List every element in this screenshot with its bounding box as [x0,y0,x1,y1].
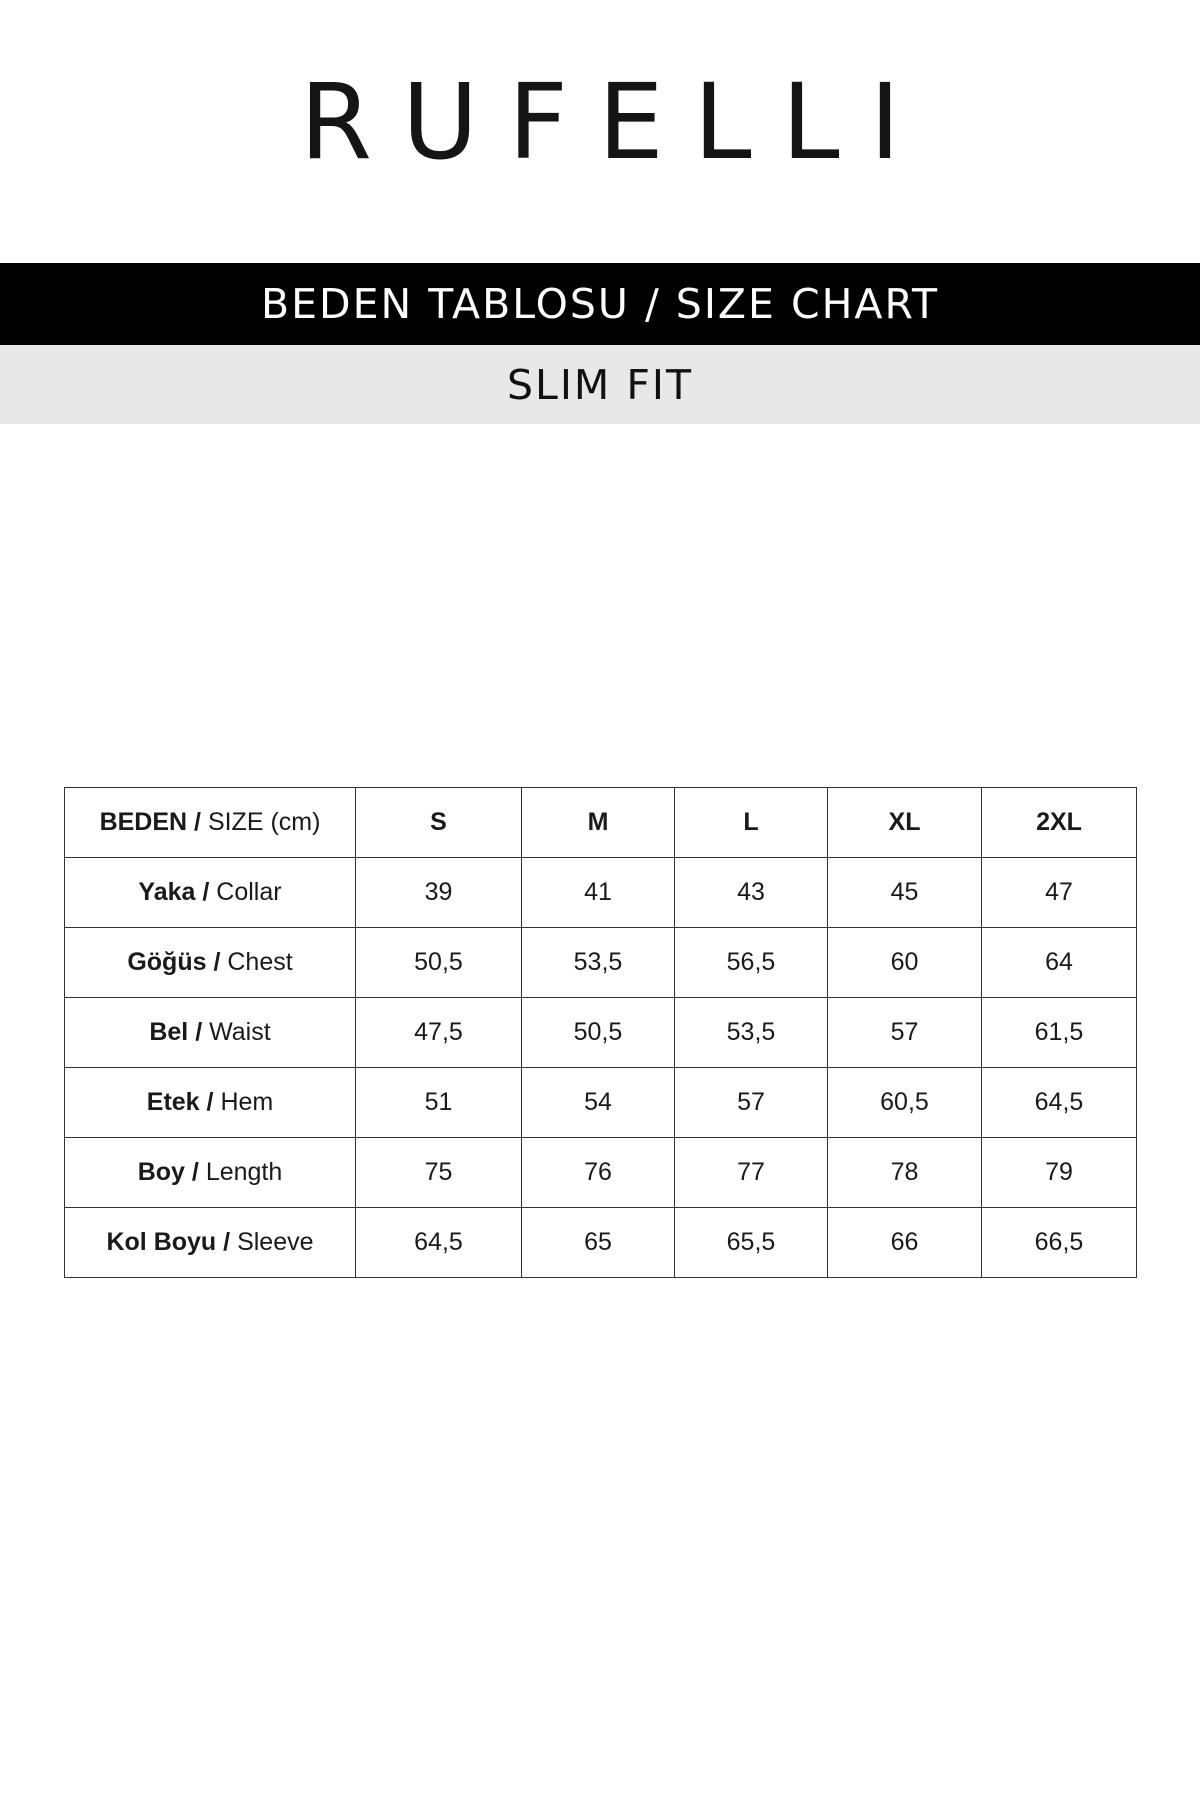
table-cell: 39 [356,858,522,928]
table-cell: 65 [522,1208,675,1278]
row-label-en: Waist [209,1018,271,1046]
table-cell: 75 [356,1138,522,1208]
brand-logo: RUFELLI [299,61,931,183]
table-cell: 53,5 [522,928,675,998]
table-cell: 64,5 [982,1068,1137,1138]
table-cell: 76 [522,1138,675,1208]
row-label-en: Length [205,1158,283,1186]
table-row-chest [65,928,1137,998]
size-header-s: S [356,788,522,858]
table-cell: 79 [982,1138,1137,1208]
table-cell: 65,5 [675,1208,828,1278]
row-label-cell [65,998,356,1068]
table-header-row [65,788,1137,858]
table-cell: 60 [828,928,982,998]
table-cell: 43 [675,858,828,928]
row-label-cell [65,1138,356,1208]
row-label-tr: Yaka [138,878,196,906]
row-label-tr: Kol Boyu [106,1228,217,1256]
row-label-tr: Göğüs [127,948,207,976]
table-cell: 50,5 [522,998,675,1068]
size-header-2xl: 2XL [982,788,1137,858]
table-cell: 47,5 [356,998,522,1068]
size-header-m: M [522,788,675,858]
row-label-en: Sleeve [237,1228,314,1256]
table-cell: 77 [675,1138,828,1208]
row-label-separator: / [213,948,221,976]
table-cell: 45 [828,858,982,928]
row-label-separator: / [223,1228,231,1256]
table-row-collar [65,858,1137,928]
table-cell: 56,5 [675,928,828,998]
table-cell: 50,5 [356,928,522,998]
table-cell: 47 [982,858,1137,928]
table-cell: 66,5 [982,1208,1137,1278]
row-label-en: Collar [216,878,282,906]
row-label-cell [65,1068,356,1138]
row-label-cell [65,858,356,928]
row-label-separator: / [191,1158,199,1186]
table-cell: 64 [982,928,1137,998]
size-chart-title: BEDEN TABLOSU / SIZE CHART [260,280,939,328]
table-cell: 53,5 [675,998,828,1068]
row-label-en: Hem [220,1088,274,1116]
row-label-tr: Bel [149,1018,189,1046]
table-cell: 60,5 [828,1068,982,1138]
table-row-sleeve [65,1208,1137,1278]
table-cell: 78 [828,1138,982,1208]
table-cell: 41 [522,858,675,928]
table-row-waist [65,998,1137,1068]
table-cell: 57 [675,1068,828,1138]
header-label-tr: BEDEN [99,808,188,836]
row-label-separator: / [206,1088,214,1116]
row-label-cell [65,928,356,998]
table-cell: 64,5 [356,1208,522,1278]
size-header-xl: XL [828,788,982,858]
row-label-en: Chest [227,948,293,976]
table-row-hem [65,1068,1137,1138]
table-cell: 57 [828,998,982,1068]
table-cell: 61,5 [982,998,1137,1068]
header-label-cell [65,788,356,858]
size-table [64,787,1137,1278]
row-label-tr: Boy [137,1158,185,1186]
header-label-en: SIZE (cm) [207,808,321,836]
size-header-l: L [675,788,828,858]
fit-type-label: SLIM FIT [506,360,694,409]
row-label-separator: / [202,878,210,906]
table-cell: 51 [356,1068,522,1138]
row-label-cell [65,1208,356,1278]
fit-type-bar [0,345,1200,424]
table-cell: 66 [828,1208,982,1278]
table-cell: 54 [522,1068,675,1138]
size-chart-title-bar [0,263,1200,345]
row-label-tr: Etek [146,1088,200,1116]
header-label-separator: / [194,808,201,836]
row-label-separator: / [195,1018,203,1046]
table-row-length [65,1138,1137,1208]
